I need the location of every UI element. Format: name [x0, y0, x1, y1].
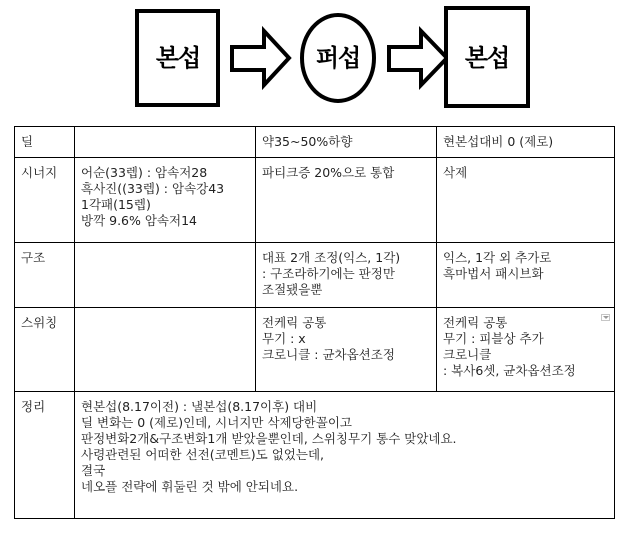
cell-line: 무기 : x — [262, 331, 306, 346]
node-1-label: 본섭 — [155, 44, 201, 72]
cell-line: 방깍 9.6% 암속저14 — [81, 213, 197, 228]
cell-line: 현본섭대비 0 (제로) — [443, 134, 554, 149]
arrow-right-icon — [232, 31, 289, 85]
cell-line: 익스, 1각 외 추가로 — [443, 250, 552, 265]
summary-line: 딜 변화는 0 (제로)인데, 시너지만 삭제당한꼴이고 — [81, 415, 352, 430]
dropdown-arrow-icon[interactable] — [601, 314, 610, 321]
node-3-label: 본섭 — [464, 44, 510, 72]
table-cell — [437, 158, 615, 243]
summary-line: 결국 — [81, 463, 106, 478]
cell-line: 파티크증 20%으로 통합 — [262, 165, 395, 180]
row-header-switching: 스위칭 — [15, 308, 75, 392]
table-cell — [437, 127, 615, 158]
cell-line: 전케릭 공통 — [443, 315, 508, 330]
cell-line: : 구조라하기에는 판정만 — [262, 266, 395, 281]
flow-diagram — [0, 0, 628, 122]
summary-line: 현본섭(8.17이전) : 낼본섭(8.17이후) 대비 — [81, 399, 318, 414]
table-cell — [75, 243, 256, 308]
table-row — [15, 243, 615, 308]
table-row — [15, 392, 615, 519]
table-row — [15, 158, 615, 243]
cell-line: 흑마법서 패시브화 — [443, 266, 544, 281]
table-cell — [75, 127, 256, 158]
table-cell — [75, 158, 256, 243]
cell-line: 삭제 — [443, 165, 468, 180]
summary-line: 사령관련된 어떠한 선전(코멘트)도 없었는데, — [81, 447, 324, 462]
comparison-table — [14, 126, 615, 519]
cell-line: 무기 : 피블상 추가 — [443, 331, 544, 346]
row-header-synergy: 시너지 — [15, 158, 75, 243]
cell-line: 조절됐을뿐 — [262, 282, 323, 297]
row-header-damage: 딜 — [15, 127, 75, 158]
cell-line: 대표 2개 조정(익스, 1각) — [262, 250, 401, 265]
summary-line: 판정변화2개&구조변화1개 받았을뿐인데, 스위칭무기 통수 맞았네요. — [81, 431, 457, 446]
cell-line: 1각패(15렙) — [81, 197, 151, 212]
summary-line: 네오플 전략에 휘둘린 것 밖에 안되네요. — [81, 479, 299, 494]
table-cell[interactable] — [437, 308, 615, 392]
cell-line: 약35~50%하향 — [262, 134, 353, 149]
arrow-right-icon — [389, 31, 447, 85]
table-cell — [256, 308, 437, 392]
row-header-structure: 구조 — [15, 243, 75, 308]
cell-line: 어순(33렙) : 암속저28 — [81, 165, 208, 180]
cell-line: 크로니클 : 균차옵션조정 — [262, 347, 395, 362]
summary-cell — [75, 392, 615, 519]
cell-line: : 복사6셋, 균차옵션조정 — [443, 363, 576, 378]
cell-line: 흑사진((33렙) : 암속강43 — [81, 181, 225, 196]
table-cell — [437, 243, 615, 308]
table-cell — [256, 127, 437, 158]
row-header-summary: 정리 — [15, 392, 75, 519]
table-cell — [256, 243, 437, 308]
table-cell — [75, 308, 256, 392]
cell-line: 크로니클 — [443, 347, 492, 362]
cell-line: 전케릭 공통 — [262, 315, 327, 330]
table-cell — [256, 158, 437, 243]
table-row — [15, 308, 615, 392]
table-row — [15, 127, 615, 158]
node-2-label: 퍼섭 — [315, 44, 361, 72]
